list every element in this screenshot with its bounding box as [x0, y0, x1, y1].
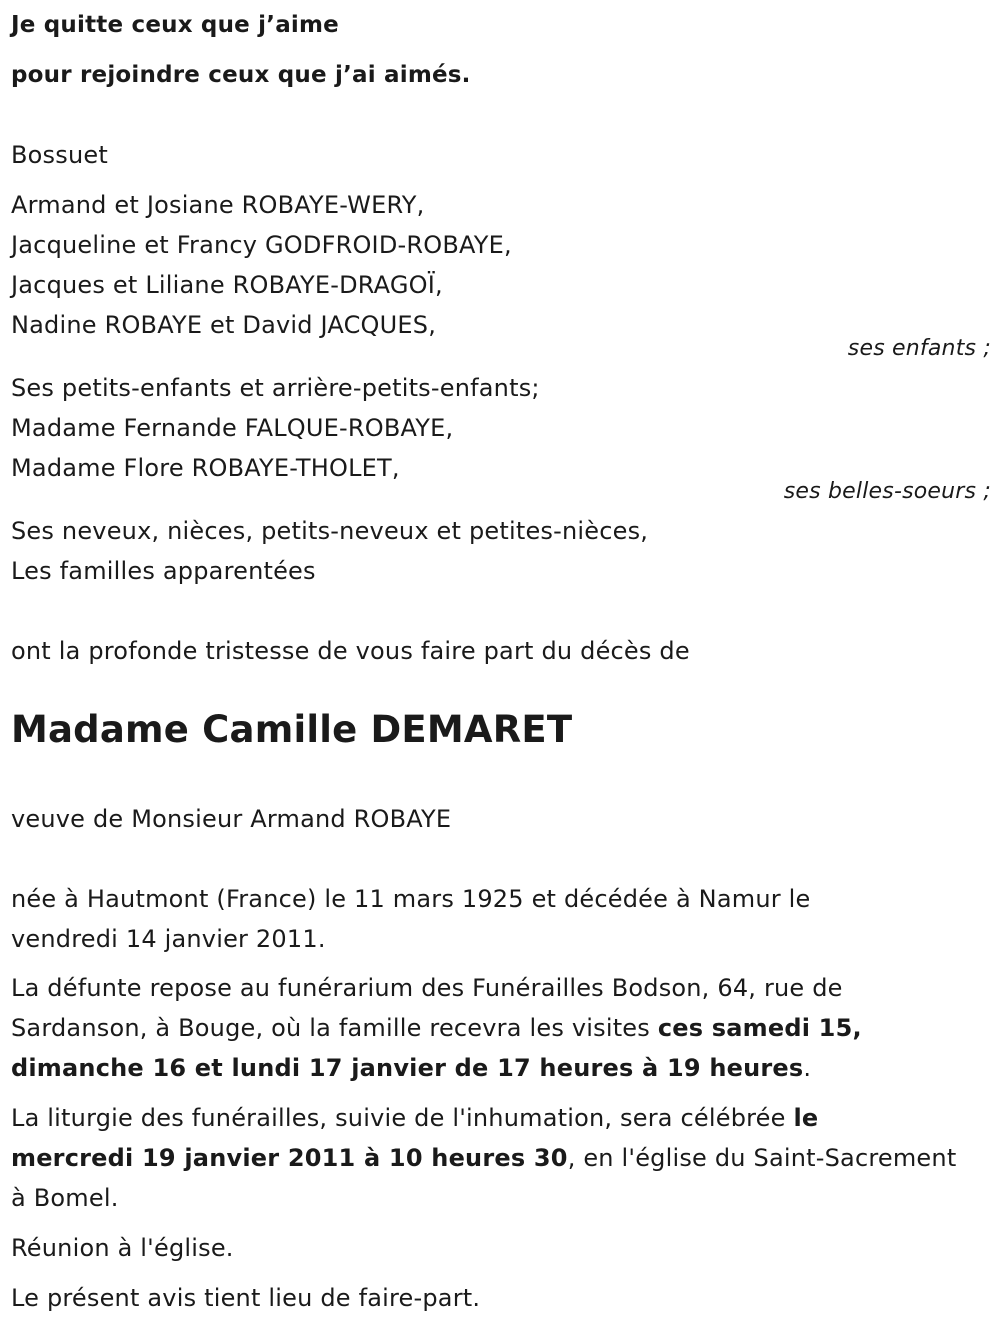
visitation-line-2: [11, 1013, 862, 1043]
visitation-line-3: [11, 1053, 811, 1083]
visitation-dates: ces samedi 15,: [657, 1014, 862, 1042]
visitation-line-1: La défunte repose au funérarium des Funérailles Bodson, 64, rue de: [11, 974, 843, 1002]
epigraph-line-1: Je quitte ceux que j’aime: [11, 12, 339, 38]
child-line: Nadine ROBAYE et David JACQUES,: [11, 311, 437, 339]
deceased-name: Madame Camille DEMARET: [11, 708, 573, 751]
children-label: ses enfants ;: [847, 336, 991, 361]
child-line: Jacques et Liliane ROBAYE-DRAGOÏ,: [11, 271, 443, 299]
notice-line: Le présent avis tient lieu de faire-part.: [11, 1284, 481, 1312]
child-line: Jacqueline et Francy GODFROID-ROBAYE,: [11, 231, 512, 259]
funeral-line-3: à Bomel.: [11, 1184, 119, 1212]
epigraph-line-2: pour rejoindre ceux que j’ai aimés.: [11, 62, 471, 88]
meeting-line: Réunion à l'église.: [11, 1234, 234, 1262]
funeral-line-2: [11, 1143, 956, 1173]
relatives-line: Ses neveux, nièces, petits-neveux et petites-nièces,: [11, 517, 649, 545]
funeral-line-1: [11, 1103, 818, 1133]
grandchildren-line: Ses petits-enfants et arrière-petits-enfants;: [11, 374, 540, 402]
sisters-in-law-label: ses belles-soeurs ;: [783, 479, 991, 504]
funeral-date: mercredi 19 janvier 2011 à 10 heures 30: [11, 1144, 568, 1172]
visitation-period: .: [803, 1054, 812, 1082]
sister-in-law-line: Madame Fernande FALQUE-ROBAYE,: [11, 414, 454, 442]
birth-death-line-2: vendredi 14 janvier 2011.: [11, 925, 326, 953]
visitation-hours: dimanche 16 et lundi 17 janvier de 17 heures à 19 heures: [11, 1054, 804, 1082]
funeral-text: La liturgie des funérailles, suivie de l'inhumation, sera célébrée: [11, 1104, 794, 1132]
place-name: Bossuet: [11, 141, 108, 169]
announcement-line: ont la profonde tristesse de vous faire part du décès de: [11, 637, 690, 665]
child-line: Armand et Josiane ROBAYE-WERY,: [11, 191, 425, 219]
sister-in-law-line: Madame Flore ROBAYE-THOLET,: [11, 454, 400, 482]
widow-of-line: veuve de Monsieur Armand ROBAYE: [11, 805, 452, 833]
relatives-line: Les familles apparentées: [11, 557, 316, 585]
funeral-church: , en l'église du Saint-Sacrement: [567, 1144, 957, 1172]
funeral-date-start: le: [793, 1104, 819, 1132]
visitation-text: Sardanson, à Bouge, où la famille recevra les visites: [11, 1014, 658, 1042]
birth-death-line-1: née à Hautmont (France) le 11 mars 1925 et décédée à Namur le: [11, 885, 811, 913]
